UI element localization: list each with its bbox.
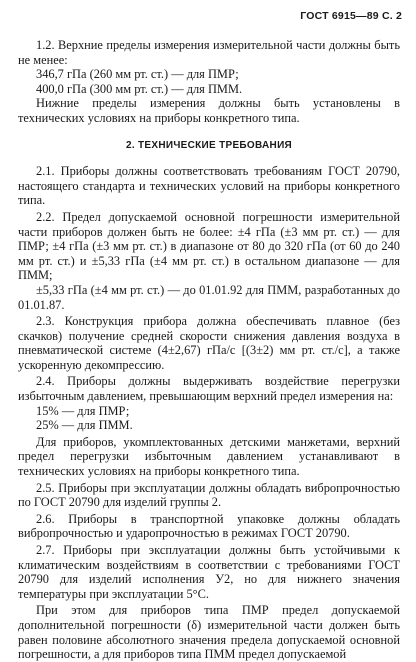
paragraph-2-1: 2.1. Приборы должны соответствовать требованиям ГОСТ 20790, настоящего стандарта и технических условий на приборы конкретного типа. — [18, 164, 400, 208]
paragraph-2-5: 2.5. Приборы при эксплуатации должны обладать вибропрочностью по ГОСТ 20790 для изделий группы 2. — [18, 480, 400, 510]
section-heading: 2. ТЕХНИЧЕСКИЕ ТРЕБОВАНИЯ — [125, 139, 293, 151]
value-line-pmm: 400,0 гПа (300 мм рт. ст.) — для ПММ. — [36, 81, 243, 96]
paragraph-2-2-cont: ±5,33 гПа (±4 мм рт. ст.) — до 01.01.92 для ПММ, разработанных до 01.01.87. — [18, 282, 400, 312]
paragraph-2-7: 2.7. Приборы при эксплуатации должны быть устойчивыми к климатическим воздействиям в соответствии с требованиями ГОСТ 20790 для изделий исполнения У2, но для нижнего значения температуры при эксплуатации 5°С. — [18, 543, 400, 601]
overload-line-pmr: 15% — для ПМР; — [36, 403, 130, 418]
paragraph-2-2: 2.2. Предел допускаемой основной погрешности измерительной части приборов должен быть не более: ±4 гПа (±3 мм рт. ст.) — для ПМР; ±4 гПа (±3 мм рт. ст.) в диапазоне от 80 до 320 гПа (от 60 до 240 мм рт. ст.) и ±5,33 гПа (±4 мм рт. ст.) в остальном диапазоне — для ПММ; — [18, 209, 400, 283]
paragraph-additional-error: При этом для приборов типа ПМР предел допускаемой дополнительной погрешности (δ) измерительной части должен быть равен половине абсолютного значения предела допускаемой основной погрешности, а для приборов типа ПММ предел допускаемой — [18, 603, 400, 662]
paragraph-lower-limits: Нижние пределы измерения должны быть установлены в технических условиях на приборы конкретного типа. — [18, 96, 400, 125]
paragraph-child-cuffs: Для приборов, укомплектованных детскими манжетами, верхний предел перегрузки избыточным давлением устанавливают в технических условиях на приборы конкретного типа. — [18, 434, 400, 479]
paragraph-2-6: 2.6. Приборы в транспортной упаковке должны обладать вибропрочностью и ударопрочностью в режимах ГОСТ 20790. — [18, 511, 400, 541]
document-body — [18, 38, 400, 662]
value-line-pmr: 346,7 гПа (260 мм рт. ст.) — для ПМР; — [36, 67, 239, 82]
paragraph-1-2: 1.2. Верхние пределы измерения измерительной части должны быть не менее: — [18, 38, 400, 67]
overload-line-pmm: 25% — для ПММ. — [36, 418, 133, 433]
paragraph-2-3: 2.3. Конструкция прибора должна обеспечивать плавное (без скачков) получение средней скорости снижения давления воздуха в пневматической системе (4±2,67) гПа/с [(3±2) мм рт. ст./с], а также ускоренную декомпрессию. — [18, 314, 400, 372]
paragraph-2-4: 2.4. Приборы должны выдерживать воздействие перегрузки избыточным давлением, превышающим верхний предел измерения на: — [18, 374, 400, 404]
page-header: ГОСТ 6915—89 С. 2 — [300, 10, 402, 22]
